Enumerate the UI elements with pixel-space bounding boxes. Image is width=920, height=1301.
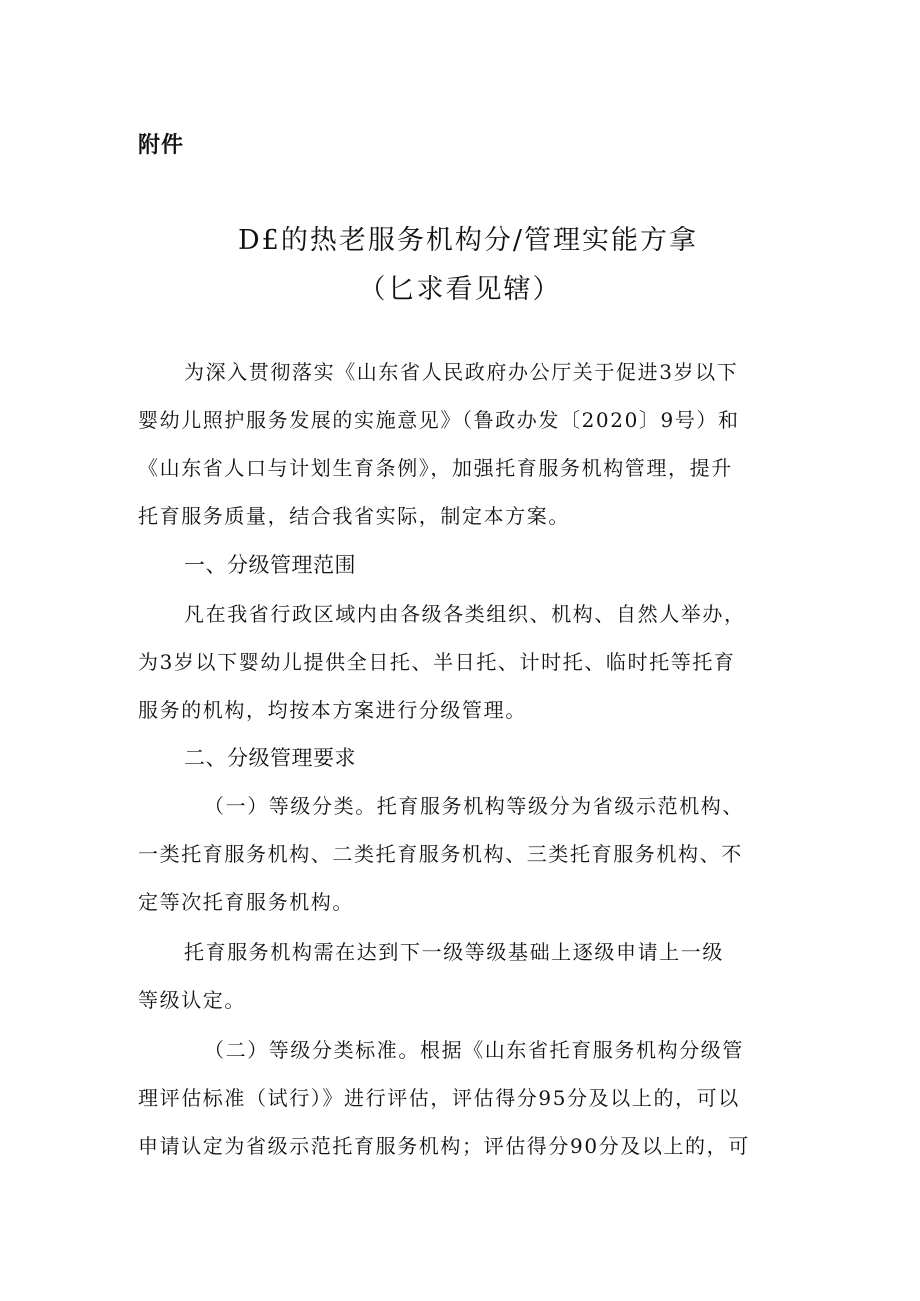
section-heading-scope: 一、分级管理范围 (184, 553, 356, 577)
classification-standard-paragraph (138, 1026, 788, 1170)
paragraph-line: 凡在我省行政区域内由各级各类组织、机构、自然人举办， (184, 602, 746, 626)
paragraph-line: 《山东省人口与计划生育条例》，加强托育服务机构管理，提升 (138, 456, 733, 480)
document-title: D£的热老服务机构分/管理实能方拿 (238, 225, 698, 256)
section-scope-paragraph (138, 590, 788, 734)
paragraph-line: （二）等级分类标准。根据《山东省托育服务机构分级管 (204, 1038, 744, 1062)
paragraph-line: 定等次托育服务机构。 (138, 890, 354, 914)
paragraph-line: 服务的机构，均按本方案进行分级管理。 (138, 698, 527, 722)
attachment-label: 附件 (138, 133, 185, 158)
document-subtitle: （匕求看见辖） (358, 274, 562, 305)
paragraph-line: 为3岁以下婴幼儿提供全日托、半日托、计时托、临时托等托育 (138, 650, 736, 674)
paragraph-line: 托育服务质量，结合我省实际，制定本方案。 (138, 504, 570, 528)
paragraph-line: 申请认定为省级示范托育服务机构；评估得分90分及以上的，可 (138, 1134, 750, 1158)
classification-note-paragraph (138, 928, 788, 1024)
paragraph-line: 为深入贯彻落实《山东省人民政府办公厅关于促进3岁以下 (184, 360, 739, 384)
intro-paragraph (138, 348, 788, 540)
paragraph-line: 托育服务机构需在达到下一级等级基础上逐级申请上一级 (184, 940, 724, 964)
classification-paragraph (138, 782, 788, 926)
paragraph-line: 一类托育服务机构、二类托育服务机构、三类托育服务机构、不 (138, 842, 743, 866)
paragraph-line: 等级认定。 (138, 988, 246, 1012)
paragraph-line: 婴幼儿照护服务发展的实施意见》（鲁政办发〔2020〕9号）和 (138, 408, 740, 432)
paragraph-line: 理评估标准（试行）》进行评估，评估得分95分及以上的，可以 (138, 1086, 740, 1110)
section-heading-requirements: 二、分级管理要求 (184, 746, 356, 770)
paragraph-line: （一）等级分类。托育服务机构等级分为省级示范机构、 (204, 794, 744, 818)
